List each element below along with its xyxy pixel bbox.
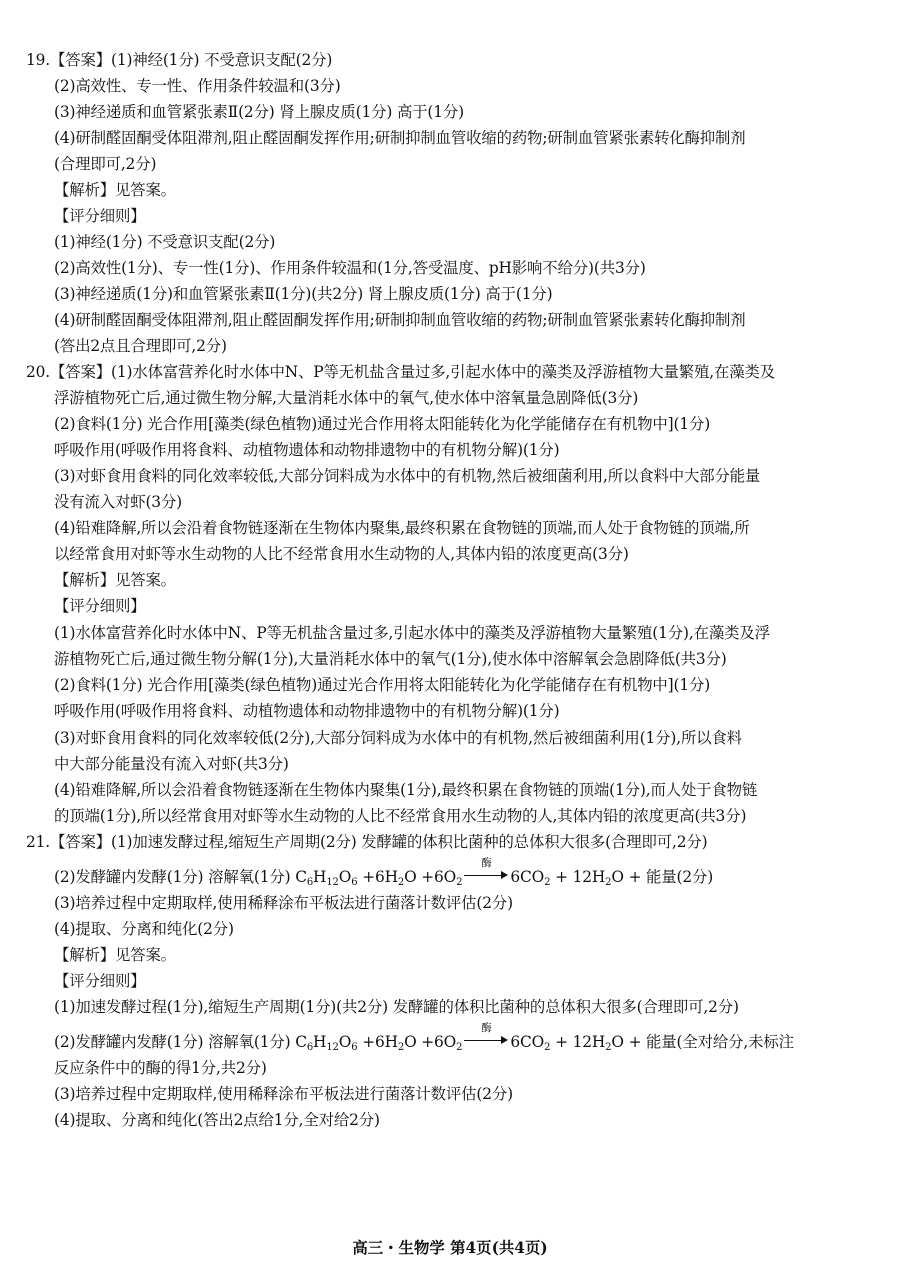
eq-text: +6H: [357, 868, 398, 886]
eq-text: O: [338, 1033, 352, 1051]
eq-text: O +6O: [404, 1033, 457, 1051]
eq-text: O + 能量: [611, 1033, 677, 1051]
text-fragment: (2分): [676, 868, 714, 886]
eq-sub: 12: [326, 1042, 339, 1053]
chemical-equation: [295, 857, 677, 888]
eq-sub: 6: [351, 1042, 358, 1053]
text-line: (3)培养过程中定期取样,使用稀释涂布平板法进行菌落计数评估(2分): [54, 1085, 513, 1103]
eq-sub: 6: [351, 877, 358, 888]
text-line: 【评分细则】: [54, 597, 146, 615]
text-line: 【评分细则】: [54, 207, 146, 225]
eq-sub: 2: [397, 1042, 405, 1053]
text-line: (3)培养过程中定期取样,使用稀释涂布平板法进行菌落计数评估(2分): [54, 894, 513, 912]
eq-text: + 12H: [550, 868, 606, 886]
text-line: 以经常食用对虾等水生动物的人比不经常食用水生动物的人,其体内铅的浓度更高(3分): [54, 545, 629, 563]
text-line: (3)神经递质和血管紧张素Ⅱ(2分) 肾上腺皮质(1分) 高于(1分): [54, 103, 465, 121]
text-line: 中大部分能量没有流入对虾(共3分): [54, 755, 289, 773]
text-line: 【解析】见答案。: [54, 571, 176, 589]
eq-text: C: [295, 1033, 307, 1051]
eq-sub: 6: [306, 1042, 314, 1053]
text-line: 【解析】见答案。: [54, 946, 176, 964]
text-line: (4)铅难降解,所以会沿着食物链逐渐在生物体内聚集(1分),最终积累在食物链的顶端(1分),而人处于食物链: [54, 781, 758, 799]
eq-sub: 2: [456, 1042, 463, 1053]
text-line: 浮游植物死亡后,通过微生物分解,大量消耗水体中的氧气,使水体中溶氧量急剧降低(3分): [54, 389, 639, 407]
text-line: (2)食料(1分) 光合作用[藻类(绿色植物)通过光合作用将太阳能转化为化学能储存在有机物中](1分): [54, 415, 711, 433]
text-line: (4)研制醛固酮受体阻滞剂,阻止醛固酮发挥作用;研制抑制血管收缩的药物;研制血管紧张素转化酶抑制剂: [54, 129, 746, 147]
text-line: 反应条件中的酶的得1分,共2分): [54, 1059, 267, 1077]
text-line: 19.【答案】(1)神经(1分) 不受意识支配(2分): [26, 51, 333, 69]
text-line: 呼吸作用(呼吸作用将食料、动植物遗体和动物排遗物中的有机物分解)(1分): [54, 702, 560, 720]
text-line: 20.【答案】(1)水体富营养化时水体中N、P等无机盐含量过多,引起水体中的藻类及浮游植物大量繁殖,在藻类及: [26, 363, 775, 381]
eq-text: O + 能量: [611, 868, 677, 886]
equation-line: [54, 1022, 872, 1055]
reaction-arrow-icon: [464, 1022, 508, 1045]
text-line: (1)水体富营养化时水体中N、P等无机盐含量过多,引起水体中的藻类及浮游植物大量繁殖(1分),在藻类及浮: [54, 624, 770, 642]
eq-sub: 6: [306, 877, 314, 888]
text-line: 的顶端(1分),所以经常食用对虾等水生动物的人比不经常食用水生动物的人,其体内铅的浓度更高(共3分): [54, 807, 747, 825]
text-line: (2)食料(1分) 光合作用[藻类(绿色植物)通过光合作用将太阳能转化为化学能储存在有机物中](1分): [54, 676, 711, 694]
eq-text: + 12H: [550, 1033, 606, 1051]
chemical-equation: [295, 1022, 677, 1053]
reaction-condition: 酶: [481, 1022, 492, 1034]
text-line: (答出2点且合理即可,2分): [54, 337, 227, 355]
eq-text: C: [295, 868, 307, 886]
eq-sub: 2: [544, 877, 551, 888]
text-line: (3)对虾食用食料的同化效率较低(2分),大部分饲料成为水体中的有机物,然后被细菌利用(1分),所以食料: [54, 729, 742, 747]
text-line: (2)高效性(1分)、专一性(1分)、作用条件较温和(1分,答受温度、pH影响不给分)(共3分): [54, 259, 646, 277]
eq-text: 6CO: [510, 1033, 545, 1051]
eq-text: O +6O: [404, 868, 457, 886]
text-line: (4)提取、分离和纯化(2分): [54, 920, 234, 938]
eq-sub: 2: [397, 877, 405, 888]
text-line: (1)神经(1分) 不受意识支配(2分): [54, 233, 276, 251]
equation-line: [54, 857, 872, 890]
text-fragment: (全对给分,未标注: [676, 1033, 794, 1051]
eq-sub: 2: [544, 1042, 551, 1053]
eq-sub: 2: [605, 877, 612, 888]
eq-sub: 2: [456, 877, 463, 888]
text-fragment: (2)发酵罐内发酵(1分) 溶解氧(1分): [54, 1033, 296, 1051]
text-line: 没有流入对虾(3分): [54, 493, 183, 511]
text-line: (3)对虾食用食料的同化效率较低,大部分饲料成为水体中的有机物,然后被细菌利用,所以食料中大部分能量: [54, 467, 761, 485]
reaction-condition: 酶: [481, 857, 492, 869]
text-line: (3)神经递质(1分)和血管紧张素Ⅱ(1分)(共2分) 肾上腺皮质(1分) 高于(1分): [54, 285, 553, 303]
text-line: (4)提取、分离和纯化(答出2点给1分,全对给2分): [54, 1111, 380, 1129]
text-line: 【解析】见答案。: [54, 181, 176, 199]
text-line: (4)研制醛固酮受体阻滞剂,阻止醛固酮发挥作用;研制抑制血管收缩的药物;研制血管紧张素转化酶抑制剂: [54, 311, 746, 329]
text-line: (4)铅难降解,所以会沿着食物链逐渐在生物体内聚集,最终积累在食物链的顶端,而人处于食物链的顶端,所: [54, 519, 750, 537]
text-line: 21.【答案】(1)加速发酵过程,缩短生产周期(2分) 发酵罐的体积比菌种的总体积大很多(合理即可,2分): [26, 833, 708, 851]
text-line: 游植物死亡后,通过微生物分解(1分),大量消耗水体中的氧气(1分),使水体中溶解氧会急剧降低(共3分): [54, 650, 727, 668]
page-footer: 高三・生物学 第4页(共4页): [352, 1239, 548, 1257]
text-line: (合理即可,2分): [54, 155, 157, 173]
text-line: 呼吸作用(呼吸作用将食料、动植物遗体和动物排遗物中的有机物分解)(1分): [54, 441, 560, 459]
eq-text: H: [313, 1033, 327, 1051]
eq-text: +6H: [357, 1033, 398, 1051]
text-fragment: (2)发酵罐内发酵(1分) 溶解氧(1分): [54, 868, 296, 886]
text-line: 【评分细则】: [54, 972, 146, 990]
reaction-arrow-icon: [464, 857, 508, 880]
eq-text: H: [313, 868, 327, 886]
eq-text: 6CO: [510, 868, 545, 886]
eq-sub: 12: [326, 877, 339, 888]
text-line: (2)高效性、专一性、作用条件较温和(3分): [54, 77, 341, 95]
eq-text: O: [338, 868, 352, 886]
text-line: (1)加速发酵过程(1分),缩短生产周期(1分)(共2分) 发酵罐的体积比菌种的总体积大很多(合理即可,2分): [54, 998, 739, 1016]
eq-sub: 2: [605, 1042, 612, 1053]
